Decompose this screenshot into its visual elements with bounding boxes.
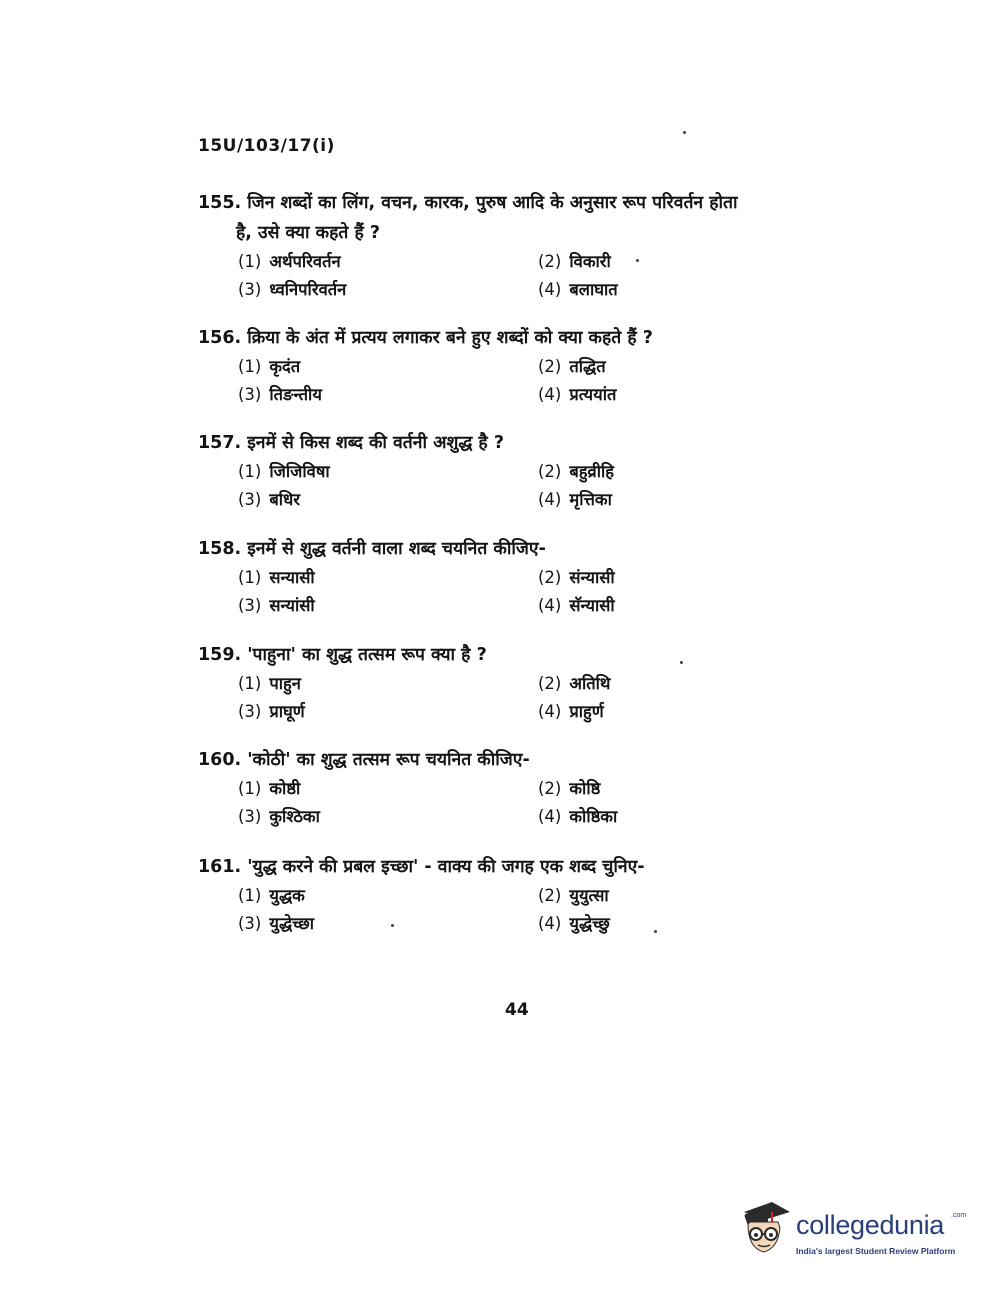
option-3: (3) कुश्ठिका [238, 807, 320, 826]
question-text: इनमें से शुद्ध वर्तनी वाला शब्द चयनित कीजिए- [247, 539, 546, 559]
question-number: 156. [198, 328, 242, 348]
option-2: (2) विकारी [538, 252, 611, 271]
option-3: (3) सन्यांसी [238, 596, 315, 615]
option-1: (1) अर्थपरिवर्तन [238, 252, 341, 271]
option-4: (4) कोष्ठिका [538, 807, 618, 826]
option-1: (1) जिजिविषा [238, 462, 330, 481]
option-4: (4) प्राहुर्ण [538, 702, 604, 721]
option-3: (3) ध्वनिपरिवर्तन [238, 280, 347, 299]
option-1: (1) कोष्ठी [238, 779, 301, 798]
scan-speck [683, 131, 686, 134]
option-2: (2) कोष्ठि [538, 779, 601, 798]
option-4: (4) प्रत्ययांत [538, 385, 617, 404]
question-159 [198, 640, 838, 726]
option-1: (1) कृदंत [238, 357, 301, 376]
option-2: (2) अतिथि [538, 674, 611, 693]
question-number: 157. [198, 433, 242, 453]
options [198, 882, 838, 938]
option-4: (4) सॅन्यासी [538, 596, 615, 615]
option-3: (3) प्राघूर्ण [238, 702, 305, 721]
collegedunia-logo [738, 1198, 968, 1268]
logo-domain-suffix: .com [951, 1212, 967, 1219]
option-1: (1) सन्यासी [238, 568, 315, 587]
options [198, 670, 838, 726]
scan-speck [654, 930, 657, 933]
option-2: (2) संन्यासी [538, 568, 615, 587]
page-number: 44 [505, 1000, 529, 1020]
option-1: (1) पाहुन [238, 674, 301, 693]
mascot-icon [738, 1198, 794, 1260]
question-text: क्रिया के अंत में प्रत्यय लगाकर बने हुए शब्दों को क्या कहते हैं ? [247, 328, 653, 348]
question-text: 'युद्ध करने की प्रबल इच्छा' - वाक्य की जगह एक शब्द चुनिए- [247, 857, 645, 877]
option-3: (3) युद्धेच्छा [238, 914, 315, 933]
question-155 [198, 188, 838, 304]
options [198, 458, 838, 514]
question-number: 158. [198, 539, 242, 559]
question-text: इनमें से किस शब्द की वर्तनी अशुद्ध है ? [247, 433, 504, 453]
options [198, 353, 838, 409]
question-number: 159. [198, 645, 242, 665]
question-156 [198, 323, 838, 409]
options [198, 564, 838, 620]
option-2: (2) तद्धित [538, 357, 606, 376]
option-3: (3) तिङन्तीय [238, 385, 322, 404]
logo-tagline: India's largest Student Review Platform [796, 1246, 956, 1256]
scan-speck [391, 924, 394, 927]
question-161 [198, 852, 838, 938]
option-2: (2) बहुव्रीहि [538, 462, 615, 481]
option-4: (4) मृत्तिका [538, 490, 612, 509]
question-number: 160. [198, 750, 242, 770]
option-4: (4) बलाघात [538, 280, 618, 299]
question-157 [198, 428, 838, 514]
option-4: (4) युद्धेच्छु [538, 914, 610, 933]
question-number: 155. [198, 193, 242, 213]
question-158 [198, 534, 838, 620]
options [198, 248, 838, 304]
option-2: (2) युयुत्सा [538, 886, 609, 905]
question-text: जिन शब्दों का लिंग, वचन, कारक, पुरुष आदि के अनुसार रूप परिवर्तन होता [247, 193, 738, 213]
option-1: (1) युद्धक [238, 886, 305, 905]
question-text-continued: है, उसे क्या कहते हैं ? [236, 223, 381, 243]
option-3: (3) बधिर [238, 490, 300, 509]
scan-speck [680, 661, 683, 664]
options [198, 775, 838, 831]
question-text: 'कोठी' का शुद्ध तत्सम रूप चयनित कीजिए- [247, 750, 530, 770]
question-text: 'पाहुना' का शुद्ध तत्सम रूप क्या है ? [247, 645, 487, 665]
paper-code: 15U/103/17(i) [198, 136, 335, 156]
question-160 [198, 745, 838, 831]
question-number: 161. [198, 857, 242, 877]
scan-speck [636, 259, 639, 262]
logo-wordmark: collegedunia [796, 1210, 945, 1240]
